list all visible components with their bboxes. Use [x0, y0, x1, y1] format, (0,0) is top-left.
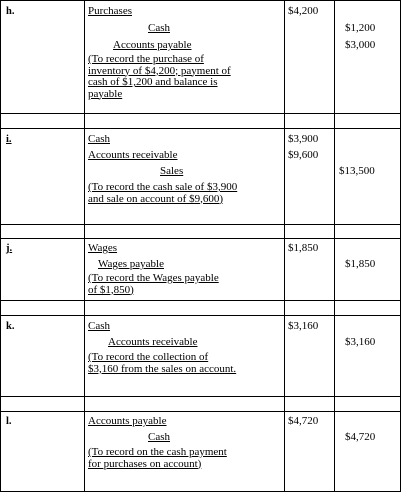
account-name: Cash: [148, 22, 170, 34]
grid-line: [400, 0, 401, 492]
debit-amount: $3,160: [288, 320, 319, 332]
credit-amount: $3,000: [345, 39, 376, 51]
entry-label: j.: [6, 243, 13, 254]
debit-amount: $1,850: [288, 242, 319, 254]
grid-line: [0, 315, 401, 316]
account-name: Accounts payable: [113, 39, 192, 51]
entry-note: (To record the collection of $3,160 from the sales on account.: [88, 351, 237, 375]
entry-label: k.: [6, 321, 15, 332]
credit-amount: $3,160: [345, 336, 376, 348]
account-name: Wages payable: [98, 258, 164, 270]
debit-amount: $3,900: [288, 133, 319, 145]
entry-label: h.: [6, 6, 15, 17]
grid-line: [0, 300, 401, 301]
grid-line: [0, 238, 401, 239]
entry-note: (To record the Wages payable of $1,850): [88, 272, 219, 296]
credit-amount: $4,720: [345, 431, 376, 443]
credit-amount: $1,200: [345, 22, 376, 34]
grid-line: [0, 113, 401, 114]
grid-line: [284, 0, 285, 492]
debit-amount: $4,720: [288, 415, 319, 427]
grid-line: [334, 0, 335, 492]
account-name: Wages: [88, 242, 118, 254]
grid-line: [0, 128, 401, 129]
credit-amount: $13,500: [339, 165, 375, 177]
debit-amount: $9,600: [288, 149, 319, 161]
account-name: Cash: [88, 320, 110, 332]
account-name: Cash: [148, 431, 170, 443]
account-name: Accounts receivable: [108, 336, 198, 348]
grid-line: [0, 411, 401, 412]
entry-note: (To record the cash sale of $3,900 and sale on account of $9,600): [88, 181, 238, 205]
account-name: Accounts receivable: [88, 149, 178, 161]
entry-note: (To record on the cash payment for purchases on account): [88, 446, 227, 470]
account-name: Cash: [88, 133, 110, 145]
grid-line: [0, 224, 401, 225]
grid-line: [84, 0, 85, 492]
debit-amount: $4,200: [288, 5, 319, 17]
entry-label: l.: [6, 416, 12, 427]
account-name: Accounts payable: [88, 415, 167, 427]
grid-line: [0, 0, 401, 1]
entry-label: i.: [6, 134, 12, 145]
account-name: Purchases: [88, 5, 132, 17]
credit-amount: $1,850: [345, 258, 376, 270]
account-name: Sales: [160, 165, 184, 177]
grid-line: [0, 0, 1, 492]
entry-note: (To record the purchase of inventory of $4,200; payment of cash of $1,200 and balance is payable: [88, 53, 231, 100]
grid-line: [0, 396, 401, 397]
